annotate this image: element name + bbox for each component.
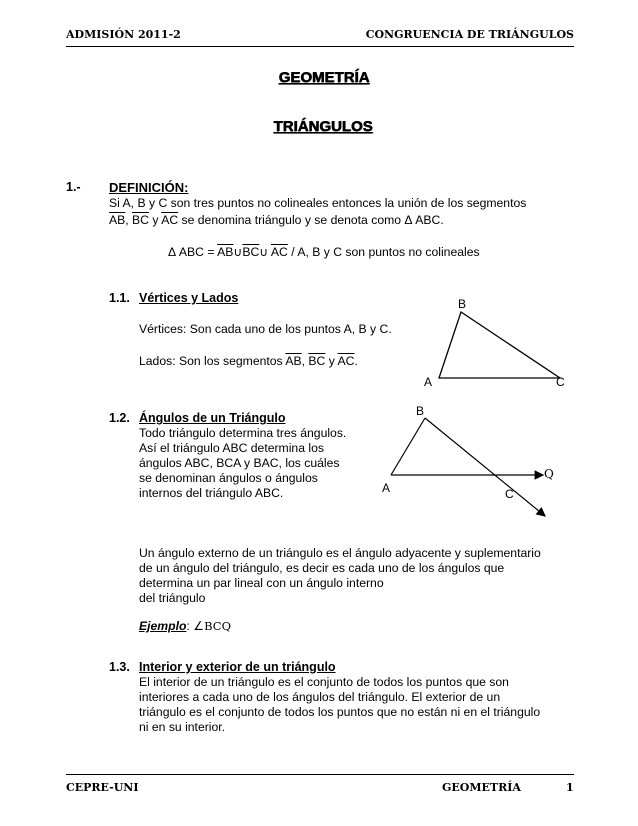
vertex-a-label: A — [424, 375, 433, 389]
side-ab — [391, 418, 425, 475]
vertex-c-label: C — [556, 375, 565, 389]
footer-left: CEPRE-UNI — [66, 781, 139, 794]
ray-bc — [425, 418, 545, 516]
footer-rule — [66, 774, 574, 775]
vertices-text: Vértices: Son cada uno de los puntos A, B y C. — [139, 322, 392, 336]
external-angle-line: Un ángulo externo de un triángulo es el ángulo adyacente y suplementario — [139, 546, 541, 560]
triangle-abc — [439, 312, 560, 378]
exterior-angle-figure — [380, 400, 560, 525]
vertex-b-label: B — [416, 404, 425, 418]
point-q-label: Q — [544, 467, 554, 481]
angles-line: Todo triángulo determina tres ángulos. — [139, 426, 347, 440]
header-right: CONGRUENCIA DE TRIÁNGULOS — [365, 28, 574, 41]
angles-line: ángulos ABC, BCA y BAC, los cuáles — [139, 456, 340, 470]
external-angle-line: de un ángulo del triángulo, es decir es cada uno de los ángulos que — [139, 561, 505, 575]
header-left: ADMISIÓN 2011-2 — [66, 28, 181, 41]
page-subtitle: TRIÁNGULOS — [273, 118, 373, 135]
vertex-b-label: B — [458, 297, 467, 311]
subsection-number: 1.3. — [109, 660, 130, 674]
footer-center: GEOMETRÍA — [442, 781, 521, 794]
triangle-figure — [410, 290, 580, 390]
angles-line: Así el triángulo ABC determina los — [139, 441, 324, 455]
definition-formula: Δ ABC = $\overline{AB}\cup\overline{BC}\cup$ $\overline{AC}$ / A, B y C son puntos no colineales — [168, 245, 480, 259]
page-number: 1 — [566, 781, 574, 794]
interior-line: ni en su interior. — [139, 720, 226, 734]
page-title: GEOMETRÍA — [278, 69, 370, 86]
angles-line: se denominan ángulos o ángulos — [139, 471, 318, 485]
section-number: 1.- — [66, 180, 81, 194]
external-angle-line: del triángulo — [139, 591, 206, 605]
vertex-a-label: A — [382, 481, 391, 495]
definition-line-1: Si A, B y C son tres puntos no colineales entonces la unión de los segmentos — [109, 196, 527, 210]
interior-line: interiores a cada uno de los ángulos del triángulo. El exterior de un — [139, 690, 501, 704]
vertex-c-label: C — [505, 487, 514, 501]
example: Ejemplo: ∠BCQ — [139, 619, 232, 633]
subsection-heading: Ángulos de un Triángulo — [139, 411, 286, 425]
header-rule — [66, 46, 574, 47]
section-heading: DEFINICIÓN: — [109, 180, 189, 195]
subsection-number: 1.1. — [109, 291, 130, 305]
subsection-number: 1.2. — [109, 411, 130, 425]
definition-line-2: $\overline{AB}$, $\overline{BC}$ y $\overline{AC}$ se denomina triángulo y se denota como Δ ABC. — [109, 213, 444, 227]
subsection-heading: Interior y exterior de un triángulo — [139, 660, 336, 674]
sides-text: Lados: Son los segmentos $\overline{AB}$, $\overline{BC}$ y $\overline{AC}$. — [139, 354, 358, 368]
interior-line: triángulo es el conjunto de todos los puntos que no están ni en el triángulo — [139, 705, 541, 719]
angles-line: internos del triángulo ABC. — [139, 486, 284, 500]
subsection-heading: Vértices y Lados — [139, 291, 239, 305]
external-angle-line: determina un par lineal con un ángulo interno — [139, 576, 384, 590]
interior-line: El interior de un triángulo es el conjunto de todos los puntos que son — [139, 675, 509, 689]
